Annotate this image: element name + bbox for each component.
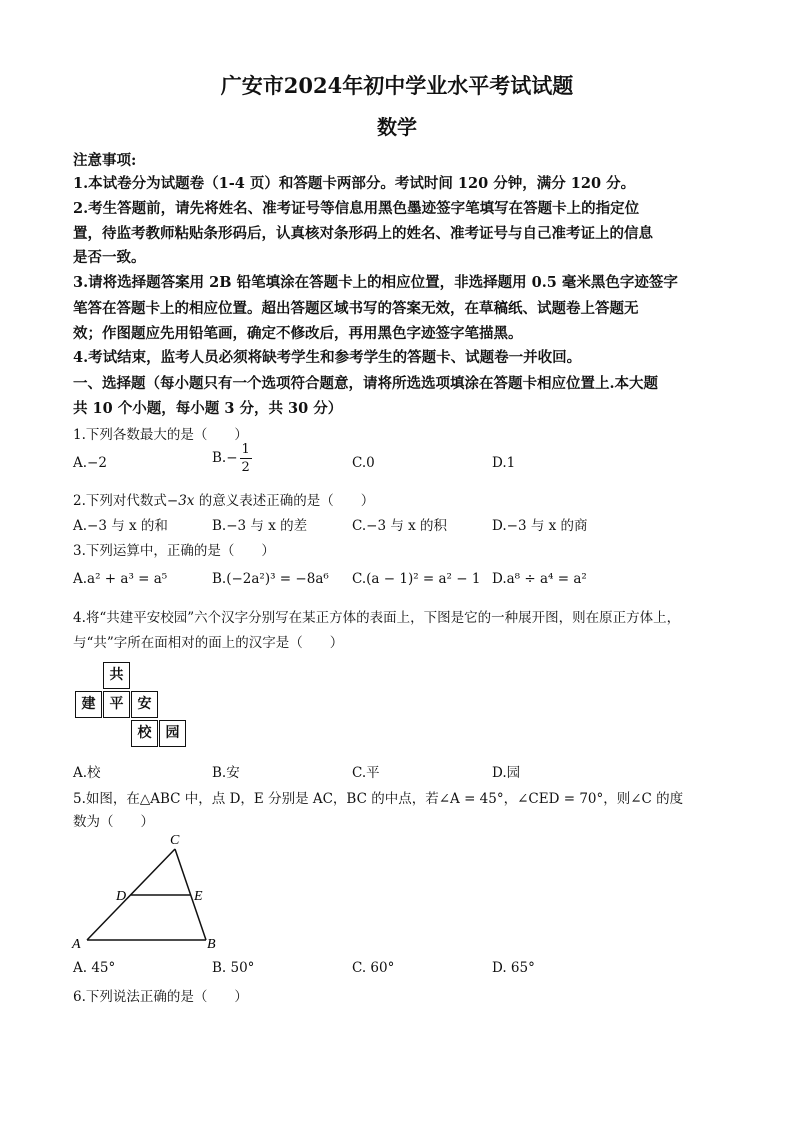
notes-heading: 注意事项: (73, 152, 137, 169)
q5-option-c: C. 60° (352, 960, 395, 976)
q4-option-d: D.园 (492, 765, 521, 781)
section-1-line-2: 共 10 个小题，每小题 3 分，共 30 分） (73, 400, 343, 417)
q1-option-c: C.0 (352, 455, 375, 471)
q4-option-c: C.平 (352, 765, 380, 781)
net-face-yuan: 园 (159, 720, 186, 747)
q2-option-d: D.−3 与 x 的商 (492, 518, 588, 534)
q4-option-a: A.校 (73, 765, 101, 781)
label-c: C (170, 833, 180, 848)
q1-option-b-fraction (240, 443, 252, 474)
label-b: B (207, 937, 216, 952)
triangle-figure (66, 830, 226, 952)
q2-option-b: B.−3 与 x 的差 (212, 518, 308, 534)
q2-stem-post: 的意义表述正确的是（ ） (194, 493, 375, 509)
q5-stem-line-1: 5.如图，在△ABC 中，点 D，E 分别是 AC，BC 的中点，若∠A = 45°，∠CED = 70°，则∠C 的度 (73, 791, 684, 807)
q1-option-d: D.1 (492, 455, 516, 471)
q2-stem (73, 489, 733, 509)
q1-option-b-prefix: B.− (212, 450, 238, 466)
q2-option-a: A.−3 与 x 的和 (73, 518, 168, 534)
exam-title: 广安市2024年初中学业水平考试试题 (220, 73, 574, 98)
note-3-line-1: 3.请将选择题答案用 2B 铅笔填涂在答题卡上的相应位置，非选择题用 0.5 毫米黑色字迹签字 (73, 274, 678, 291)
note-2-line-1: 2.考生答题前，请先将姓名、准考证号等信息用黑色墨迹签字笔填写在答题卡上的指定位 (73, 200, 640, 217)
q3-option-a: A.a² + a³ = a⁵ (73, 571, 168, 587)
note-4: 4.考试结束，监考人员必须将缺考学生和参考学生的答题卡、试题卷一并收回。 (73, 349, 582, 366)
q1-stem: 1.下列各数最大的是（ ） (73, 427, 248, 443)
section-1-line-1: 一、选择题（每小题只有一个选项符合题意，请将所选选项填涂在答题卡相应位置上.本大题 (73, 375, 659, 392)
net-face-ping: 平 (103, 691, 130, 718)
q1-option-b (212, 443, 252, 474)
net-face-jian: 建 (75, 691, 102, 718)
q3-option-b: B.(−2a²)³ = −8a⁶ (212, 571, 329, 587)
q1-fraction-denominator: 2 (241, 460, 250, 475)
note-1: 1.本试卷分为试题卷（1-4 页）和答题卡两部分。考试时间 120 分钟，满分 120 分。 (73, 175, 636, 192)
label-e: E (194, 889, 203, 904)
q3-stem: 3.下列运算中，正确的是（ ） (73, 543, 275, 559)
q5-stem-line-2: 数为（ ） (73, 814, 154, 830)
note-2-line-2: 置，待监考教师粘贴条形码后，认真核对条形码上的姓名、准考证号与自己准考证上的信息 (73, 225, 653, 242)
q2-option-c: C.−3 与 x 的积 (352, 518, 448, 534)
q5-option-b: B. 50° (212, 960, 255, 976)
q4-option-b: B.安 (212, 765, 240, 781)
q2-stem-pre: 2.下列对代数式 (73, 493, 167, 509)
q5-option-a: A. 45° (73, 960, 116, 976)
q5-option-d: D. 65° (492, 960, 535, 976)
q3-option-d: D.a⁸ ÷ a⁴ = a² (492, 571, 587, 587)
note-3-line-3: 效；作图题应先用铅笔画，确定不修改后，再用黑色字迹签字笔描黑。 (73, 325, 523, 342)
q1-fraction-numerator: 1 (241, 442, 250, 457)
cube-net-figure (73, 662, 191, 748)
exam-subject: 数学 (377, 115, 417, 139)
q3-option-c: C.(a − 1)² = a² − 1 (352, 571, 481, 587)
q4-stem-line-1: 4.将“共建平安校园”六个汉字分别写在某正方体的表面上，下图是它的一种展开图，则在原正方体上， (73, 610, 681, 626)
net-face-an: 安 (131, 691, 158, 718)
note-3-line-2: 笔答在答题卡上的相应位置。超出答题区域书写的答案无效，在草稿纸、试题卷上答题无 (73, 300, 639, 317)
q4-stem-line-2: 与“共”字所在面相对的面上的汉字是（ ） (73, 635, 344, 651)
q6-stem: 6.下列说法正确的是（ ） (73, 989, 248, 1005)
note-2-line-3: 是否一致。 (73, 249, 146, 266)
net-face-gong: 共 (103, 662, 130, 689)
net-face-xiao: 校 (131, 720, 158, 747)
q2-stem-expr: −3x (166, 493, 195, 509)
q1-option-a: A.−2 (73, 455, 107, 471)
label-d: D (116, 889, 127, 904)
label-a: A (72, 937, 81, 952)
